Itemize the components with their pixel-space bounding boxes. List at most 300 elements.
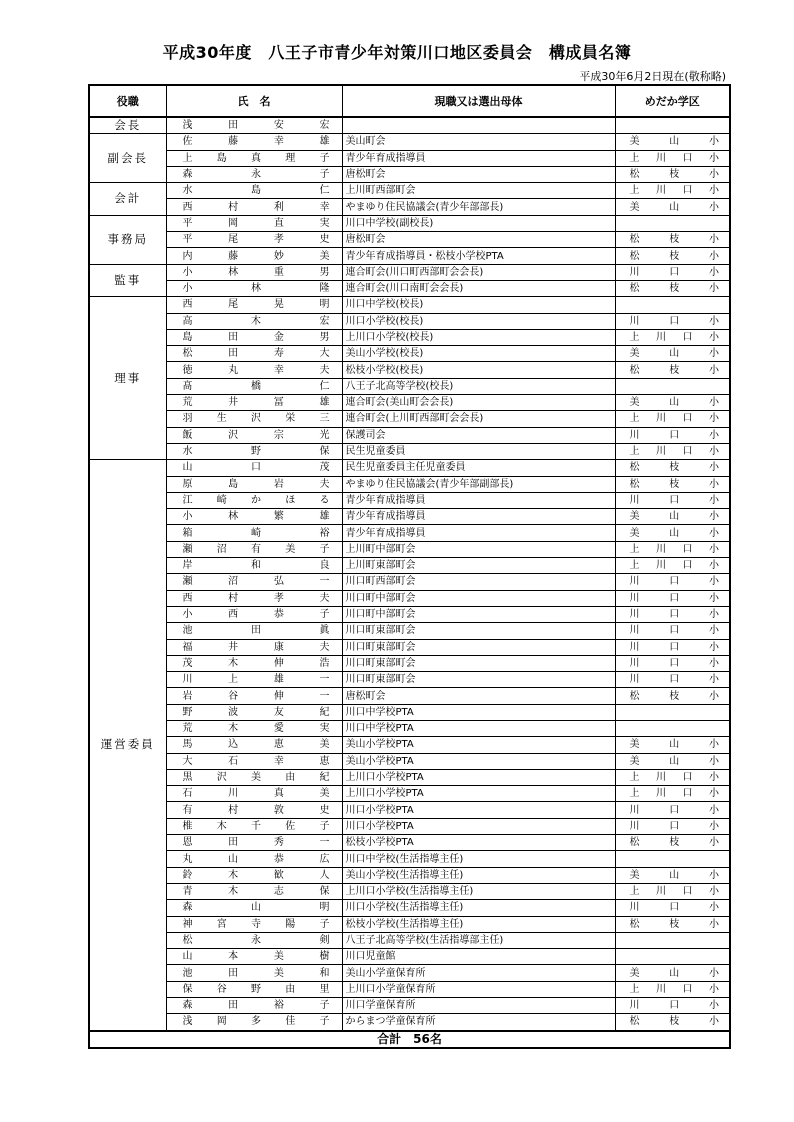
member-school-cell: [615, 981, 730, 997]
member-school-cell: [615, 362, 730, 378]
member-school: 川 口 小: [629, 592, 719, 604]
member-school-cell: [615, 427, 730, 443]
member-school: 上 川 口 小: [629, 332, 719, 343]
table-row: [89, 558, 730, 574]
member-org: 連合町会(美山町会会長): [342, 395, 615, 411]
member-org: 上川口小学校PTA: [342, 786, 615, 802]
member-org: 川口小学校(生活指導主任): [342, 900, 615, 916]
member-name: 有 村 敦 史: [182, 804, 330, 816]
member-org: 川口町東部町会: [342, 672, 615, 688]
member-school: 川 口 小: [629, 902, 719, 914]
member-name-cell: [166, 297, 342, 313]
member-org: 川口中学校PTA: [342, 720, 615, 736]
member-name: 鈴 木 歓 人: [182, 869, 330, 881]
member-org: 青少年育成指導員: [342, 492, 615, 508]
member-name-cell: [166, 215, 342, 231]
member-name: 池 田 美 和: [182, 967, 330, 979]
member-name: 徳 丸 幸 夫: [182, 364, 330, 376]
role-label: 監事: [114, 272, 142, 287]
member-name-cell: [166, 867, 342, 883]
member-org: 川口町東部町会: [342, 655, 615, 671]
member-org: 川口町中部町会: [342, 590, 615, 606]
member-school-cell: [615, 166, 730, 182]
member-name-cell: [166, 916, 342, 932]
header-org: 現職又は選出母体: [342, 85, 615, 117]
member-school: 上 川 口 小: [629, 983, 719, 995]
member-org: 上川口小学校(生活指導主任): [342, 883, 615, 899]
page-title: 平成30年度 八王子市青少年対策川口地区委員会 構成員名簿: [162, 43, 632, 62]
table-row: [89, 883, 730, 899]
member-name: 飯 沢 宗 光: [182, 429, 330, 441]
table-row: [89, 753, 730, 769]
member-name: 野 波 友 紀: [182, 706, 330, 718]
member-name-cell: [166, 818, 342, 834]
member-org: 川口児童館: [342, 949, 615, 965]
member-school-cell: [615, 509, 730, 525]
member-name: 浅 田 安 宏: [182, 120, 330, 132]
member-name: 松 田 寿 大: [182, 348, 330, 360]
member-org: 上川口小学童保育所: [342, 981, 615, 997]
member-org: 上川口小学校PTA: [342, 769, 615, 785]
table-row: [89, 411, 730, 427]
member-school: 上 川 口 小: [629, 560, 719, 572]
member-school-cell: [615, 199, 730, 215]
member-name-cell: [166, 362, 342, 378]
member-name: 内 藤 妙 美: [182, 250, 330, 262]
member-name: 丸 山 恭 広: [182, 853, 330, 865]
member-name: 浅 岡 多 佳 子: [182, 1016, 330, 1028]
member-name: 荒 井 冨 雄: [182, 397, 330, 409]
member-name: 青 木 志 保: [182, 886, 330, 898]
table-row: [89, 672, 730, 688]
member-org: 連合町会(川口町西部町会会長): [342, 264, 615, 280]
member-name-cell: [166, 313, 342, 329]
member-org: 川口中学校(生活指導主任): [342, 851, 615, 867]
member-school-cell: [615, 183, 730, 199]
table-row: [89, 346, 730, 362]
member-name-cell: [166, 769, 342, 785]
table-row: [89, 525, 730, 541]
table-row: [89, 280, 730, 296]
member-school: 美 山 小: [629, 755, 719, 767]
member-school: 上 川 口 小: [629, 413, 719, 425]
member-school: 上 川 口 小: [629, 543, 719, 555]
member-org: 美山町会: [342, 134, 615, 150]
member-school-cell: [615, 460, 730, 476]
role-cell: [89, 134, 166, 183]
member-name: 神 宮 寺 陽 子: [182, 918, 330, 930]
table-row: [89, 786, 730, 802]
member-school-cell: [615, 639, 730, 655]
role-label: 理事: [114, 370, 142, 385]
member-org: 民生児童委員主任児童委員: [342, 460, 615, 476]
member-name: 水 島 仁: [182, 185, 330, 197]
table-row: [89, 606, 730, 622]
member-school: 上 川 口 小: [629, 886, 719, 898]
member-name: 小 林 隆: [182, 283, 330, 295]
member-school-cell: [615, 280, 730, 296]
member-name-cell: [166, 443, 342, 459]
member-school-cell: [615, 916, 730, 932]
member-org: 民生児童委員: [342, 443, 615, 459]
member-school: 川 口 小: [629, 494, 719, 506]
member-name: 石 川 真 美: [182, 788, 330, 800]
member-school-cell: [615, 541, 730, 557]
header-name: 氏 名: [166, 85, 342, 117]
table-row: [89, 427, 730, 443]
member-org: 美山小学童保育所: [342, 965, 615, 981]
member-name-cell: [166, 688, 342, 704]
member-name-cell: [166, 753, 342, 769]
member-school-cell: [615, 574, 730, 590]
header-role: 役職: [89, 85, 166, 117]
member-school: 松 枝 小: [629, 837, 719, 849]
member-name-cell: [166, 346, 342, 362]
member-org: 青少年育成指導員・松枝小学校PTA: [342, 248, 615, 264]
member-name-cell: [166, 329, 342, 345]
table-row: [89, 1014, 730, 1031]
member-name-cell: [166, 623, 342, 639]
member-name: 江 崎 か ほ る: [182, 494, 330, 506]
member-org: 川口町西部町会: [342, 574, 615, 590]
member-school-cell: [615, 932, 730, 948]
table-row: [89, 965, 730, 981]
table-row: [89, 998, 730, 1014]
member-org: 川口中学校(副校長): [342, 215, 615, 231]
member-name-cell: [166, 737, 342, 753]
member-org: 青少年育成指導員: [342, 150, 615, 166]
member-name-cell: [166, 574, 342, 590]
member-school-cell: [615, 346, 730, 362]
member-name: 川 上 雄 一: [182, 674, 330, 686]
member-org: 川口小学校PTA: [342, 802, 615, 818]
member-name: 小 林 重 男: [182, 266, 330, 278]
member-school-cell: [615, 606, 730, 622]
table-row: [89, 949, 730, 965]
member-school: 美 山 小: [629, 511, 719, 523]
member-org: 保護司会: [342, 427, 615, 443]
member-name: 小 林 繁 雄: [182, 511, 330, 523]
member-school: 松 枝 小: [629, 478, 719, 490]
member-name-cell: [166, 509, 342, 525]
member-org: やまゆり住民協議会(青少年部部長): [342, 199, 615, 215]
member-name-cell: [166, 720, 342, 736]
role-label: 副会長: [107, 150, 148, 165]
member-org: 川口町東部町会: [342, 639, 615, 655]
member-name-cell: [166, 166, 342, 182]
member-name: 羽 生 沢 栄 三: [182, 413, 330, 425]
member-org: 美山小学校(校長): [342, 346, 615, 362]
table-row: [89, 688, 730, 704]
member-school-cell: [615, 737, 730, 753]
member-school-cell: [615, 313, 730, 329]
table-row: [89, 623, 730, 639]
total-row: [89, 1031, 730, 1048]
member-school: 松 枝 小: [629, 918, 719, 930]
member-school-cell: [615, 117, 730, 134]
member-name-cell: [166, 280, 342, 296]
table-row: [89, 737, 730, 753]
member-school-cell: [615, 248, 730, 264]
member-school: 川 口 小: [629, 429, 719, 441]
member-school: 松 枝 小: [629, 250, 719, 262]
member-org: 上川町東部町会: [342, 558, 615, 574]
member-name-cell: [166, 558, 342, 574]
member-name: 恩 田 秀 一: [182, 837, 330, 849]
member-name-cell: [166, 932, 342, 948]
member-org: 美山小学校PTA: [342, 753, 615, 769]
role-cell: [89, 117, 166, 134]
member-school: 川 口 小: [629, 1000, 719, 1012]
member-name-cell: [166, 1014, 342, 1031]
member-name: 箱 崎 裕: [182, 527, 330, 539]
member-name: 荒 木 愛 実: [182, 723, 330, 735]
member-name-cell: [166, 134, 342, 150]
member-school-cell: [615, 329, 730, 345]
member-name: 椎 木 千 佐 子: [182, 820, 330, 832]
member-name-cell: [166, 965, 342, 981]
member-school-cell: [615, 818, 730, 834]
table-row: [89, 476, 730, 492]
member-school-cell: [615, 411, 730, 427]
member-school-cell: [615, 867, 730, 883]
member-school-cell: [615, 215, 730, 231]
member-name-cell: [166, 606, 342, 622]
member-org: 連合町会(上川町西部町会会長): [342, 411, 615, 427]
member-school: 美 山 小: [629, 527, 719, 539]
member-name-cell: [166, 427, 342, 443]
table-row: [89, 378, 730, 394]
role-cell: [89, 183, 166, 216]
member-name-cell: [166, 117, 342, 134]
member-name: 森 山 明: [182, 902, 330, 914]
table-row: [89, 916, 730, 932]
member-school: 美 山 小: [629, 201, 719, 213]
table-row: [89, 443, 730, 459]
member-name-cell: [166, 264, 342, 280]
table-row: [89, 802, 730, 818]
member-school: 上 川 口 小: [629, 185, 719, 197]
member-name: 西 村 利 幸: [182, 201, 330, 213]
member-name: 岩 谷 伸 一: [182, 690, 330, 702]
table-row: [89, 460, 730, 476]
role-cell: [89, 297, 166, 460]
member-school-cell: [615, 900, 730, 916]
table-row: [89, 183, 730, 199]
role-label: 事務局: [107, 232, 148, 247]
member-name: 西 村 孝 夫: [182, 592, 330, 604]
member-name-cell: [166, 541, 342, 557]
member-school-cell: [615, 769, 730, 785]
member-school: 松 枝 小: [629, 462, 719, 474]
member-school-cell: [615, 786, 730, 802]
member-name-cell: [166, 411, 342, 427]
member-school: 松 枝 小: [629, 690, 719, 702]
member-school: 上 川 口 小: [629, 788, 719, 800]
member-school: 川 口 小: [629, 625, 719, 637]
member-school-cell: [615, 720, 730, 736]
member-name-cell: [166, 590, 342, 606]
member-school: 上 川 口 小: [629, 152, 719, 164]
table-row: [89, 835, 730, 851]
role-label: 会計: [114, 191, 142, 206]
member-school-cell: [615, 851, 730, 867]
member-name-cell: [166, 883, 342, 899]
member-name: 佐 藤 幸 雄: [182, 136, 330, 148]
member-school: 美 山 小: [629, 348, 719, 360]
member-name: 西 尾 晃 明: [182, 299, 330, 311]
table-row: [89, 492, 730, 508]
member-name: 上 島 真 理 子: [182, 152, 330, 164]
member-name-cell: [166, 655, 342, 671]
member-org: やまゆり住民協議会(青少年部副部長): [342, 476, 615, 492]
header-row: [89, 85, 730, 117]
member-name-cell: [166, 672, 342, 688]
member-org: 美山小学校(生活指導主任): [342, 867, 615, 883]
member-school: 美 山 小: [629, 967, 719, 979]
table-row: [89, 541, 730, 557]
member-school-cell: [615, 623, 730, 639]
table-row: [89, 720, 730, 736]
member-name-cell: [166, 476, 342, 492]
member-name: 小 西 恭 子: [182, 609, 330, 621]
member-school: 美 山 小: [629, 869, 719, 881]
member-school-cell: [615, 492, 730, 508]
member-org: 川口町中部町会: [342, 606, 615, 622]
role-cell: [89, 264, 166, 297]
member-school-cell: [615, 753, 730, 769]
member-school: 松 枝 小: [629, 283, 719, 295]
member-org: 川口中学校PTA: [342, 704, 615, 720]
table-row: [89, 509, 730, 525]
member-name: 瀬 沼 有 美 子: [182, 543, 330, 555]
table-row: [89, 704, 730, 720]
role-cell: [89, 460, 166, 1031]
member-name: 平 岡 直 実: [182, 217, 330, 229]
member-school: 川 口 小: [629, 315, 719, 327]
member-school: 松 枝 小: [629, 169, 719, 181]
member-name: 岸 和 良: [182, 560, 330, 572]
table-row: [89, 395, 730, 411]
member-name-cell: [166, 835, 342, 851]
table-row: [89, 590, 730, 606]
member-name: 大 石 幸 恵: [182, 755, 330, 767]
table-row: [89, 932, 730, 948]
member-org: 川口小学校(校長): [342, 313, 615, 329]
member-org: 唐松町会: [342, 166, 615, 182]
member-name-cell: [166, 199, 342, 215]
member-school: 川 口 小: [629, 674, 719, 686]
member-name: 馬 込 恵 美: [182, 739, 330, 751]
member-name-cell: [166, 492, 342, 508]
member-school: 松 枝 小: [629, 1016, 719, 1028]
member-org: 上川町中部町会: [342, 541, 615, 557]
member-school-cell: [615, 1014, 730, 1031]
table-row: [89, 248, 730, 264]
member-name: 福 井 康 夫: [182, 641, 330, 653]
member-school-cell: [615, 688, 730, 704]
member-name-cell: [166, 900, 342, 916]
member-school-cell: [615, 150, 730, 166]
member-org: 上川町西部町会: [342, 183, 615, 199]
member-school: 川 口 小: [629, 641, 719, 653]
member-org: 連合町会(川口南町会会長): [342, 280, 615, 296]
member-school-cell: [615, 264, 730, 280]
member-school-cell: [615, 802, 730, 818]
member-school-cell: [615, 134, 730, 150]
member-school: 上 川 口 小: [629, 772, 719, 784]
member-school-cell: [615, 476, 730, 492]
roster-table: [88, 84, 731, 1049]
role-label: 会長: [114, 118, 142, 133]
member-name-cell: [166, 998, 342, 1014]
member-name-cell: [166, 802, 342, 818]
member-name: 山 本 美 樹: [182, 951, 330, 963]
member-name: 山 口 茂: [182, 462, 330, 474]
table-row: [89, 867, 730, 883]
member-school-cell: [615, 965, 730, 981]
table-row: [89, 851, 730, 867]
member-name-cell: [166, 786, 342, 802]
member-school: 川 口 小: [629, 804, 719, 816]
member-school-cell: [615, 558, 730, 574]
member-school-cell: [615, 395, 730, 411]
member-name-cell: [166, 525, 342, 541]
member-school: 美 山 小: [629, 397, 719, 409]
member-name: 高 木 宏: [182, 315, 330, 327]
member-org: 川口小学校PTA: [342, 818, 615, 834]
member-name-cell: [166, 851, 342, 867]
role-label: 運営委員: [100, 737, 155, 752]
member-school-cell: [615, 835, 730, 851]
member-school-cell: [615, 704, 730, 720]
member-name-cell: [166, 460, 342, 476]
member-school-cell: [615, 672, 730, 688]
member-org: 美山小学校PTA: [342, 737, 615, 753]
member-school-cell: [615, 232, 730, 248]
table-row: [89, 215, 730, 231]
member-name-cell: [166, 232, 342, 248]
member-name: 島 田 金 男: [182, 332, 330, 343]
member-school: 川 口 小: [629, 266, 719, 278]
table-row: [89, 297, 730, 313]
member-org: 八王子北高等学校(生活指導部主任): [342, 932, 615, 948]
member-org: 青少年育成指導員: [342, 525, 615, 541]
member-org: 八王子北高等学校(校長): [342, 378, 615, 394]
table-row: [89, 134, 730, 150]
table-row: [89, 362, 730, 378]
member-org: 川口町東部町会: [342, 623, 615, 639]
member-name: 瀬 沼 弘 一: [182, 576, 330, 588]
member-school-cell: [615, 883, 730, 899]
table-row: [89, 769, 730, 785]
member-school-cell: [615, 525, 730, 541]
member-name-cell: [166, 150, 342, 166]
member-school-cell: [615, 443, 730, 459]
member-school: 川 口 小: [629, 657, 719, 669]
member-org: 唐松町会: [342, 232, 615, 248]
member-school: 美 山 小: [629, 136, 719, 148]
table-row: [89, 981, 730, 997]
table-row: [89, 900, 730, 916]
member-org: 青少年育成指導員: [342, 509, 615, 525]
table-row: [89, 329, 730, 345]
member-school: 美 山 小: [629, 739, 719, 751]
member-name-cell: [166, 183, 342, 199]
table-row: [89, 264, 730, 280]
table-row: [89, 199, 730, 215]
table-row: [89, 639, 730, 655]
